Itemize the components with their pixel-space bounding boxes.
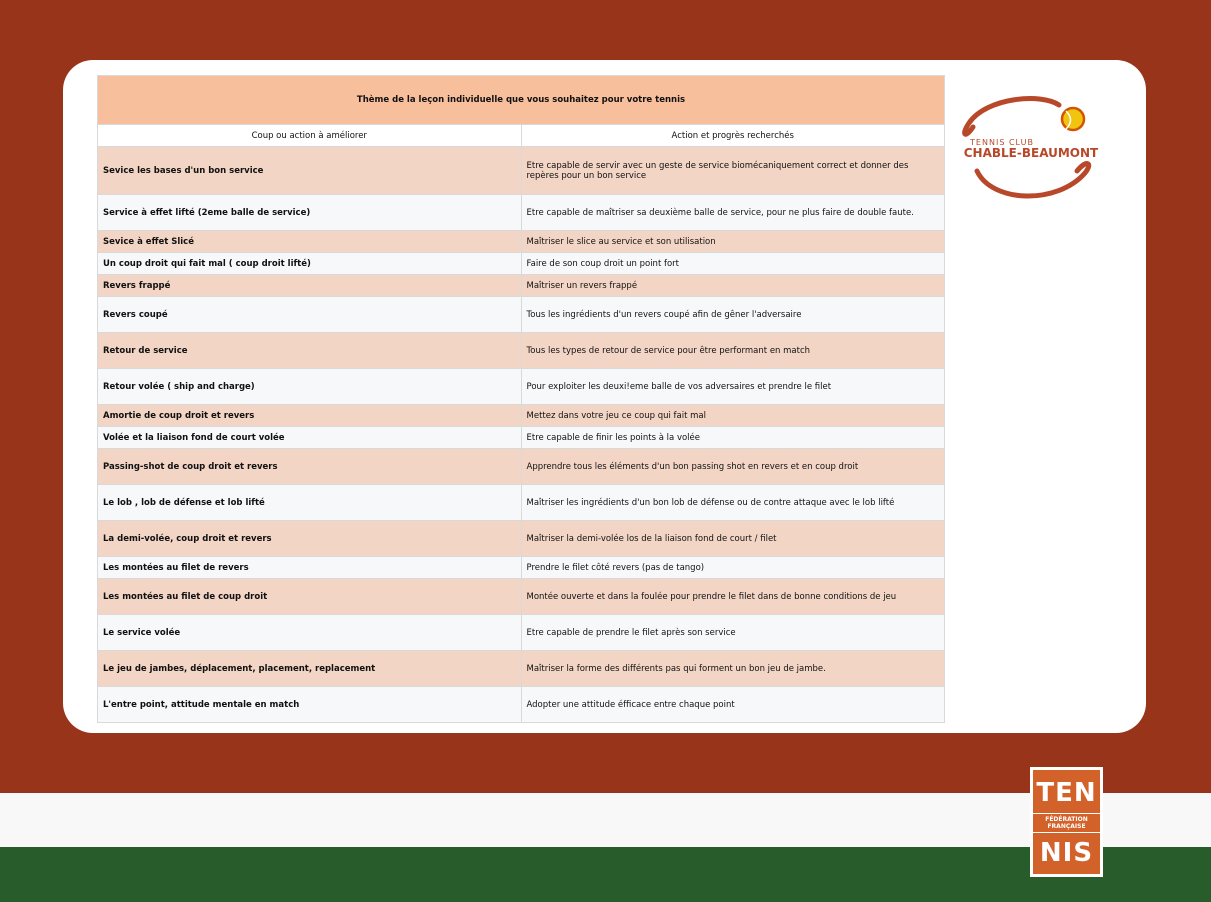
table-row bbox=[98, 651, 945, 687]
column-header-shot: Coup ou action à améliorer bbox=[98, 125, 522, 147]
column-header-goal: Action et progrès recherchés bbox=[521, 125, 945, 147]
table-row bbox=[98, 147, 945, 195]
cell-shot: Les montées au filet de revers bbox=[98, 557, 522, 579]
cell-goal: Maîtriser les ingrédients d'un bon lob de défense ou de contre attaque avec le lob lifté bbox=[521, 485, 945, 521]
fft-logo-bottom: NIS bbox=[1039, 838, 1094, 868]
cell-goal: Etre capable de finir les points à la volée bbox=[521, 427, 945, 449]
cell-shot: L'entre point, attitude mentale en match bbox=[98, 687, 522, 723]
cell-goal: Maîtriser la demi-volée los de la liaison fond de court / filet bbox=[521, 521, 945, 557]
cell-goal: Adopter une attitude éfficace entre chaque point bbox=[521, 687, 945, 723]
cell-goal: Prendre le filet côté revers (pas de tango) bbox=[521, 557, 945, 579]
cell-shot: Retour de service bbox=[98, 333, 522, 369]
cell-goal: Faire de son coup droit un point fort bbox=[521, 253, 945, 275]
table-row bbox=[98, 521, 945, 557]
cell-shot: Amortie de coup droit et revers bbox=[98, 405, 522, 427]
club-logo bbox=[947, 93, 1115, 205]
cell-shot: Sevice à effet Slicé bbox=[98, 231, 522, 253]
table-row bbox=[98, 405, 945, 427]
table-title: Thème de la leçon individuelle que vous souhaitez pour votre tennis bbox=[98, 76, 945, 125]
cell-shot: Le jeu de jambes, déplacement, placement, replacement bbox=[98, 651, 522, 687]
cell-goal: Etre capable de maîtriser sa deuxième balle de service, pour ne plus faire de double faute. bbox=[521, 195, 945, 231]
cell-shot: Revers frappé bbox=[98, 275, 522, 297]
cell-goal: Maîtriser un revers frappé bbox=[521, 275, 945, 297]
cell-goal: Apprendre tous les éléments d'un bon passing shot en revers et en coup droit bbox=[521, 449, 945, 485]
cell-shot: Passing-shot de coup droit et revers bbox=[98, 449, 522, 485]
table-row bbox=[98, 449, 945, 485]
fft-logo-middle bbox=[1033, 813, 1100, 833]
cell-shot: Un coup droit qui fait mal ( coup droit lifté) bbox=[98, 253, 522, 275]
cell-goal: Mettez dans votre jeu ce coup qui fait mal bbox=[521, 405, 945, 427]
cell-shot: Les montées au filet de coup droit bbox=[98, 579, 522, 615]
table-row bbox=[98, 275, 945, 297]
cell-shot: Revers coupé bbox=[98, 297, 522, 333]
table-row bbox=[98, 615, 945, 651]
table-row bbox=[98, 297, 945, 333]
table-row bbox=[98, 231, 945, 253]
cell-shot: Le service volée bbox=[98, 615, 522, 651]
cell-goal: Tous les ingrédients d'un revers coupé afin de gêner l'adversaire bbox=[521, 297, 945, 333]
cell-goal: Pour exploiter les deuxi!eme balle de vos adversaires et prendre le filet bbox=[521, 369, 945, 405]
table-row bbox=[98, 195, 945, 231]
cell-goal: Montée ouverte et dans la foulée pour prendre le filet dans de bonne conditions de jeu bbox=[521, 579, 945, 615]
cell-shot: Service à effet lifté (2eme balle de service) bbox=[98, 195, 522, 231]
lesson-table bbox=[97, 75, 945, 723]
tennis-ball-icon bbox=[1062, 108, 1084, 130]
fft-logo-middle2: FRANÇAISE bbox=[1047, 823, 1086, 830]
table-row bbox=[98, 427, 945, 449]
table-header-row bbox=[98, 125, 945, 147]
club-logo-line1: TENNIS CLUB bbox=[970, 138, 1034, 147]
table-row bbox=[98, 485, 945, 521]
table-row bbox=[98, 369, 945, 405]
cell-shot: Retour volée ( ship and charge) bbox=[98, 369, 522, 405]
club-logo-line2: CHABLE-BEAUMONT bbox=[963, 146, 1099, 160]
cell-goal: Etre capable de servir avec un geste de service biomécaniquement correct et donner des repères pour un bon service bbox=[521, 147, 945, 195]
table-row bbox=[98, 333, 945, 369]
cell-goal: Maîtriser la forme des différents pas qui forment un bon jeu de jambe. bbox=[521, 651, 945, 687]
cell-shot: La demi-volée, coup droit et revers bbox=[98, 521, 522, 557]
table-row bbox=[98, 579, 945, 615]
table-row bbox=[98, 253, 945, 275]
table-row bbox=[98, 557, 945, 579]
cell-shot: Sevice les bases d'un bon service bbox=[98, 147, 522, 195]
cell-goal: Etre capable de prendre le filet après son service bbox=[521, 615, 945, 651]
fft-logo bbox=[1030, 767, 1103, 877]
cell-goal: Maîtriser le slice au service et son utilisation bbox=[521, 231, 945, 253]
fft-logo-top: TEN bbox=[1036, 778, 1097, 808]
table-title-row bbox=[98, 76, 945, 125]
lesson-table-container bbox=[97, 75, 945, 723]
cell-shot: Le lob , lob de défense et lob lifté bbox=[98, 485, 522, 521]
fft-logo-middle1: FÉDÉRATION bbox=[1045, 816, 1088, 823]
cell-goal: Tous les types de retour de service pour être performant en match bbox=[521, 333, 945, 369]
cell-shot: Volée et la liaison fond de court volée bbox=[98, 427, 522, 449]
table-row bbox=[98, 687, 945, 723]
